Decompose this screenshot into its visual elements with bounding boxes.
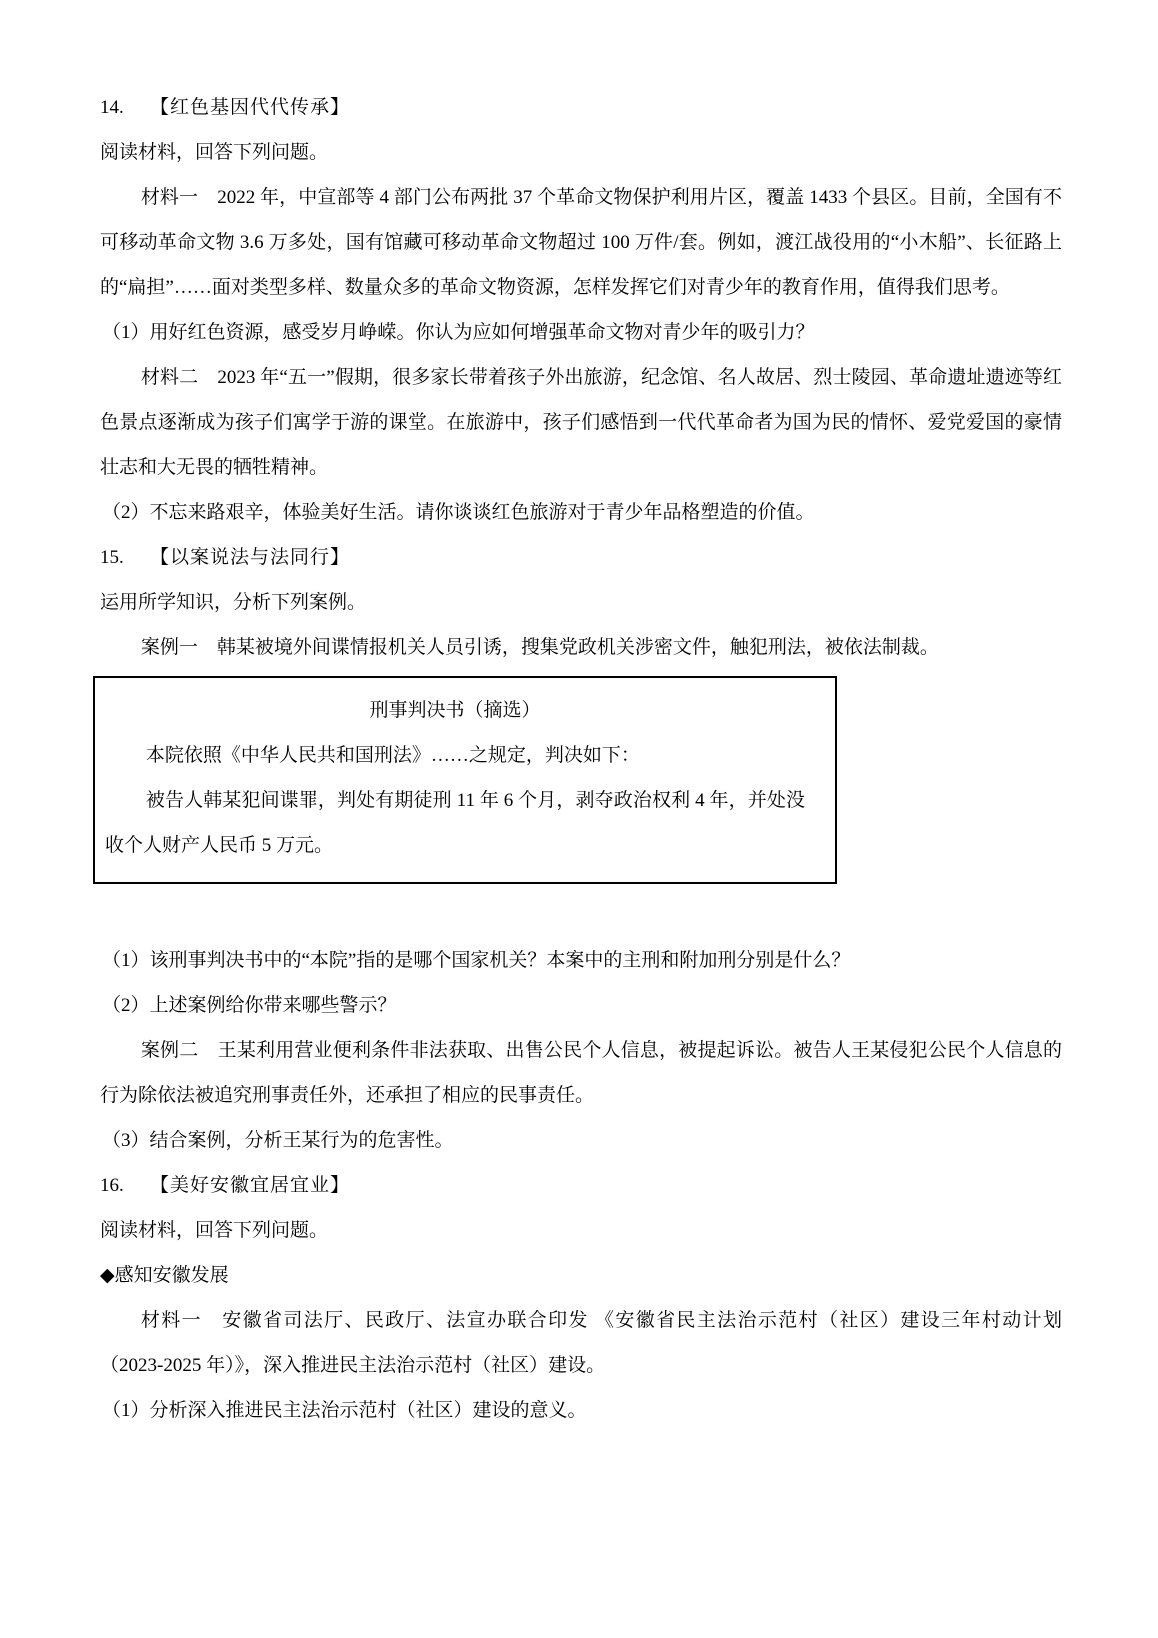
- text-line: 运用所学知识，分析下列案例。: [100, 592, 367, 613]
- question-title: 【美好安徽宜居宜业】: [150, 1175, 351, 1196]
- question-title: 【以案说法与法同行】: [150, 547, 351, 568]
- sub-question: （3）结合案例，分析王某行为的危害性。: [102, 1130, 454, 1151]
- question-number: 15.: [100, 547, 124, 568]
- paragraph: 案例二 王某利用营业便利条件非法获取、出售公民个人信息，被提起诉讼。被告人王某侵犯公民个人信息的行为除依法被追究刑事责任外，还承担了相应的民事责任。: [100, 1040, 1062, 1106]
- text-line: 阅读材料，回答下列问题。: [100, 142, 329, 163]
- judgment-box-paragraph: 被告人韩某犯间谍罪，判处有期徒刑 11 年 6 个月，剥夺政治权利 4 年，并处没收个人财产人民币 5 万元。: [105, 790, 805, 856]
- paragraph: 材料一 2022 年，中宣部等 4 部门公布两批 37 个革命文物保护利用片区，覆盖 1433 个县区。目前，全国有不可移动革命文物 3.6 万多处，国有馆藏可移动革命文物超过 100 万件/套。例如，渡江战役用的“小木船”、长征路上的“扁担”……面对类型多样、数量众多的革命文物资源，怎样发挥它们对青少年的教育作用，值得我们思考。: [100, 187, 1062, 298]
- document-content: [100, 85, 1062, 1433]
- question-title: 【红色基因代代传承】: [150, 97, 351, 118]
- question-header: [100, 85, 1062, 130]
- question-header: [100, 1163, 1062, 1208]
- question-number: 14.: [100, 97, 124, 118]
- paragraph: 案例一 韩某被境外间谍情报机关人员引诱，搜集党政机关涉密文件，触犯刑法，被依法制裁。: [140, 637, 939, 658]
- sub-question: （1）分析深入推进民主法治示范村（社区）建设的意义。: [102, 1400, 587, 1421]
- sub-question: （2）不忘来路艰辛，体验美好生活。请你谈谈红色旅游对于青少年品格塑造的价值。: [102, 502, 815, 523]
- text-line: 阅读材料，回答下列问题。: [100, 1220, 329, 1241]
- paragraph: 材料一 安徽省司法厅、民政厅、法宣办联合印发 《安徽省民主法治示范村（社区）建设三年村动计划（2023-2025 年）》，深入推进民主法治示范村（社区）建设。: [100, 1310, 1062, 1376]
- sub-question: （1）用好红色资源，感受岁月峥嵘。你认为应如何增强革命文物对青少年的吸引力？: [102, 322, 815, 343]
- question-number: 16.: [100, 1175, 124, 1196]
- question-header: [100, 535, 1062, 580]
- judgment-box-paragraph: 本院依照《中华人民共和国刑法》……之规定，判决如下：: [145, 745, 640, 766]
- paragraph: 材料二 2023 年“五一”假期，很多家长带着孩子外出旅游，纪念馆、名人故居、烈士陵园、革命遗址遗迹等红色景点逐渐成为孩子们寓学于游的课堂。在旅游中，孩子们感悟到一代代革命者为国为民的情怀、爱党爱国的豪情壮志和大无畏的牺牲精神。: [100, 367, 1062, 478]
- sub-question: （1）该刑事判决书中的“本院”指的是哪个国家机关？本案中的主刑和附加刑分别是什么？: [102, 950, 851, 971]
- judgment-document-box: [93, 676, 837, 884]
- judgment-box-title: 刑事判决书（摘选）: [369, 700, 541, 721]
- section-bullet: ◆感知安徽发展: [100, 1265, 229, 1286]
- sub-question: （2）上述案例给你带来哪些警示？: [102, 995, 397, 1016]
